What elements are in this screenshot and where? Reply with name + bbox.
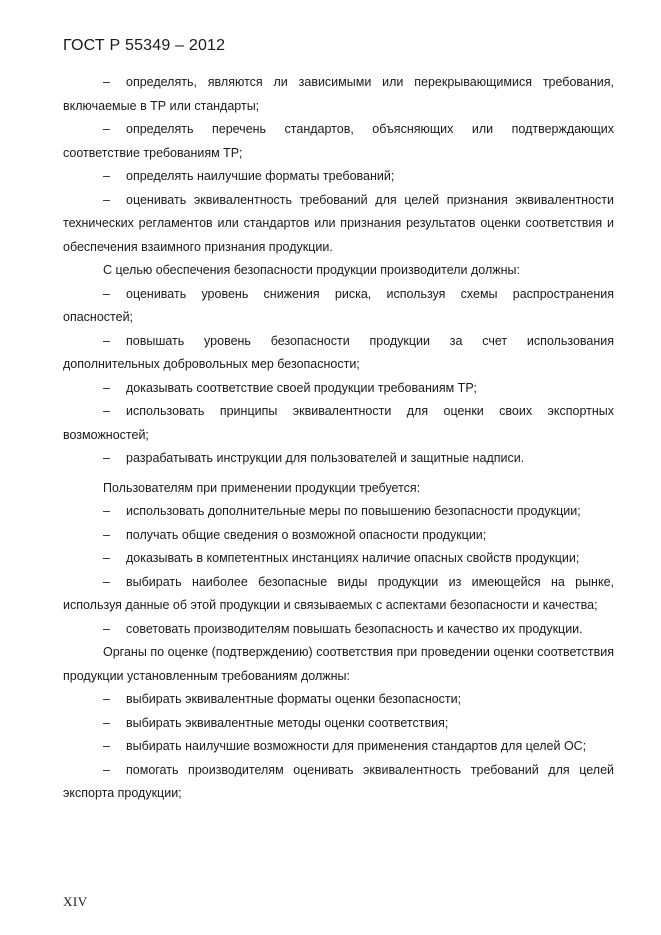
dash-marker: –	[103, 192, 110, 207]
dash-marker: –	[103, 504, 110, 518]
dash-marker: –	[103, 574, 110, 589]
list-item	[63, 571, 614, 618]
dash-marker: –	[103, 715, 110, 730]
paragraph-text: Пользователям при применении продукции требуется:	[103, 480, 421, 495]
paragraph-text: выбирать эквивалентные методы оценки соответствия;	[126, 715, 449, 730]
paragraph	[63, 477, 614, 501]
list-item	[63, 165, 614, 189]
list-item	[63, 524, 614, 548]
document-body	[63, 71, 614, 806]
paragraph-text: доказывать соответствие своей продукции требованиям ТР;	[126, 380, 477, 395]
paragraph-text: определять, являются ли зависимыми или перекрывающимися требования, включаемые в ТР или стандарты;	[63, 75, 614, 113]
list-item	[63, 735, 614, 759]
list-item	[63, 547, 614, 571]
list-item	[63, 618, 614, 642]
list-item	[63, 377, 614, 401]
dash-marker: –	[103, 75, 110, 89]
paragraph-text: получать общие сведения о возможной опасности продукции;	[126, 527, 487, 542]
paragraph-text: Органы по оценке (подтверждению) соответствия при проведении оценки соответствия продукции установленным требованиям должны:	[63, 645, 614, 683]
paragraph-text: определять наилучшие форматы требований;	[126, 169, 395, 183]
list-item	[63, 447, 614, 471]
paragraph-text: выбирать наиболее безопасные виды продукции из имеющейся на рынке, используя данные об этой продукции и связываемых с аспектами безопасности и качества;	[63, 574, 614, 612]
list-item	[63, 189, 614, 260]
dash-marker: –	[103, 380, 110, 395]
paragraph-text: определять перечень стандартов, объясняющих или подтверждающих соответствие требованиям ТР;	[63, 122, 614, 160]
paragraph-text: использовать принципы эквивалентности для оценки своих экспортных возможностей;	[63, 404, 614, 442]
paragraph	[63, 641, 614, 688]
list-item	[63, 71, 614, 118]
dash-marker: –	[103, 286, 110, 301]
dash-marker: –	[103, 451, 110, 465]
paragraph-text: выбирать наилучшие возможности для применения стандартов для целей ОС;	[126, 739, 587, 753]
paragraph-text: оценивать уровень снижения риска, используя схемы распространения опасностей;	[63, 286, 614, 324]
paragraph	[63, 259, 614, 283]
list-item	[63, 500, 614, 524]
paragraph-text: доказывать в компетентных инстанциях наличие опасных свойств продукции;	[126, 551, 580, 565]
dash-marker: –	[103, 404, 110, 418]
list-item	[63, 330, 614, 377]
paragraph-text: повышать уровень безопасности продукции за счет использования дополнительных добровольных мер безопасности;	[63, 333, 614, 371]
list-item	[63, 400, 614, 447]
list-item	[63, 712, 614, 736]
dash-marker: –	[103, 527, 110, 542]
dash-marker: –	[103, 692, 110, 706]
document-header: ГОСТ Р 55349 – 2012	[63, 37, 226, 54]
paragraph-text: оценивать эквивалентность требований для целей признания эквивалентности технических регламентов или стандартов или признания результатов оценки соответствия и обеспечения взаимного признания продукции.	[63, 192, 614, 254]
list-item	[63, 688, 614, 712]
list-item	[63, 759, 614, 806]
list-item	[63, 283, 614, 330]
dash-marker: –	[103, 762, 110, 777]
paragraph-text: помогать производителям оценивать эквивалентность требований для целей экспорта продукции;	[63, 762, 614, 800]
dash-marker: –	[103, 169, 110, 183]
paragraph-text: выбирать эквивалентные форматы оценки безопасности;	[126, 692, 462, 706]
paragraph-text: советовать производителям повышать безопасность и качество их продукции.	[126, 621, 583, 636]
dash-marker: –	[103, 621, 110, 636]
dash-marker: –	[103, 122, 110, 136]
paragraph-text: С целью обеспечения безопасности продукции производители должны:	[103, 263, 520, 277]
paragraph-text: разрабатывать инструкции для пользователей и защитные надписи.	[126, 451, 525, 465]
list-item	[63, 118, 614, 165]
dash-marker: –	[103, 739, 110, 753]
dash-marker: –	[103, 551, 110, 565]
dash-marker: –	[103, 333, 110, 348]
page-number: XIV	[63, 894, 88, 909]
paragraph-text: использовать дополнительные меры по повышению безопасности продукции;	[126, 504, 581, 518]
